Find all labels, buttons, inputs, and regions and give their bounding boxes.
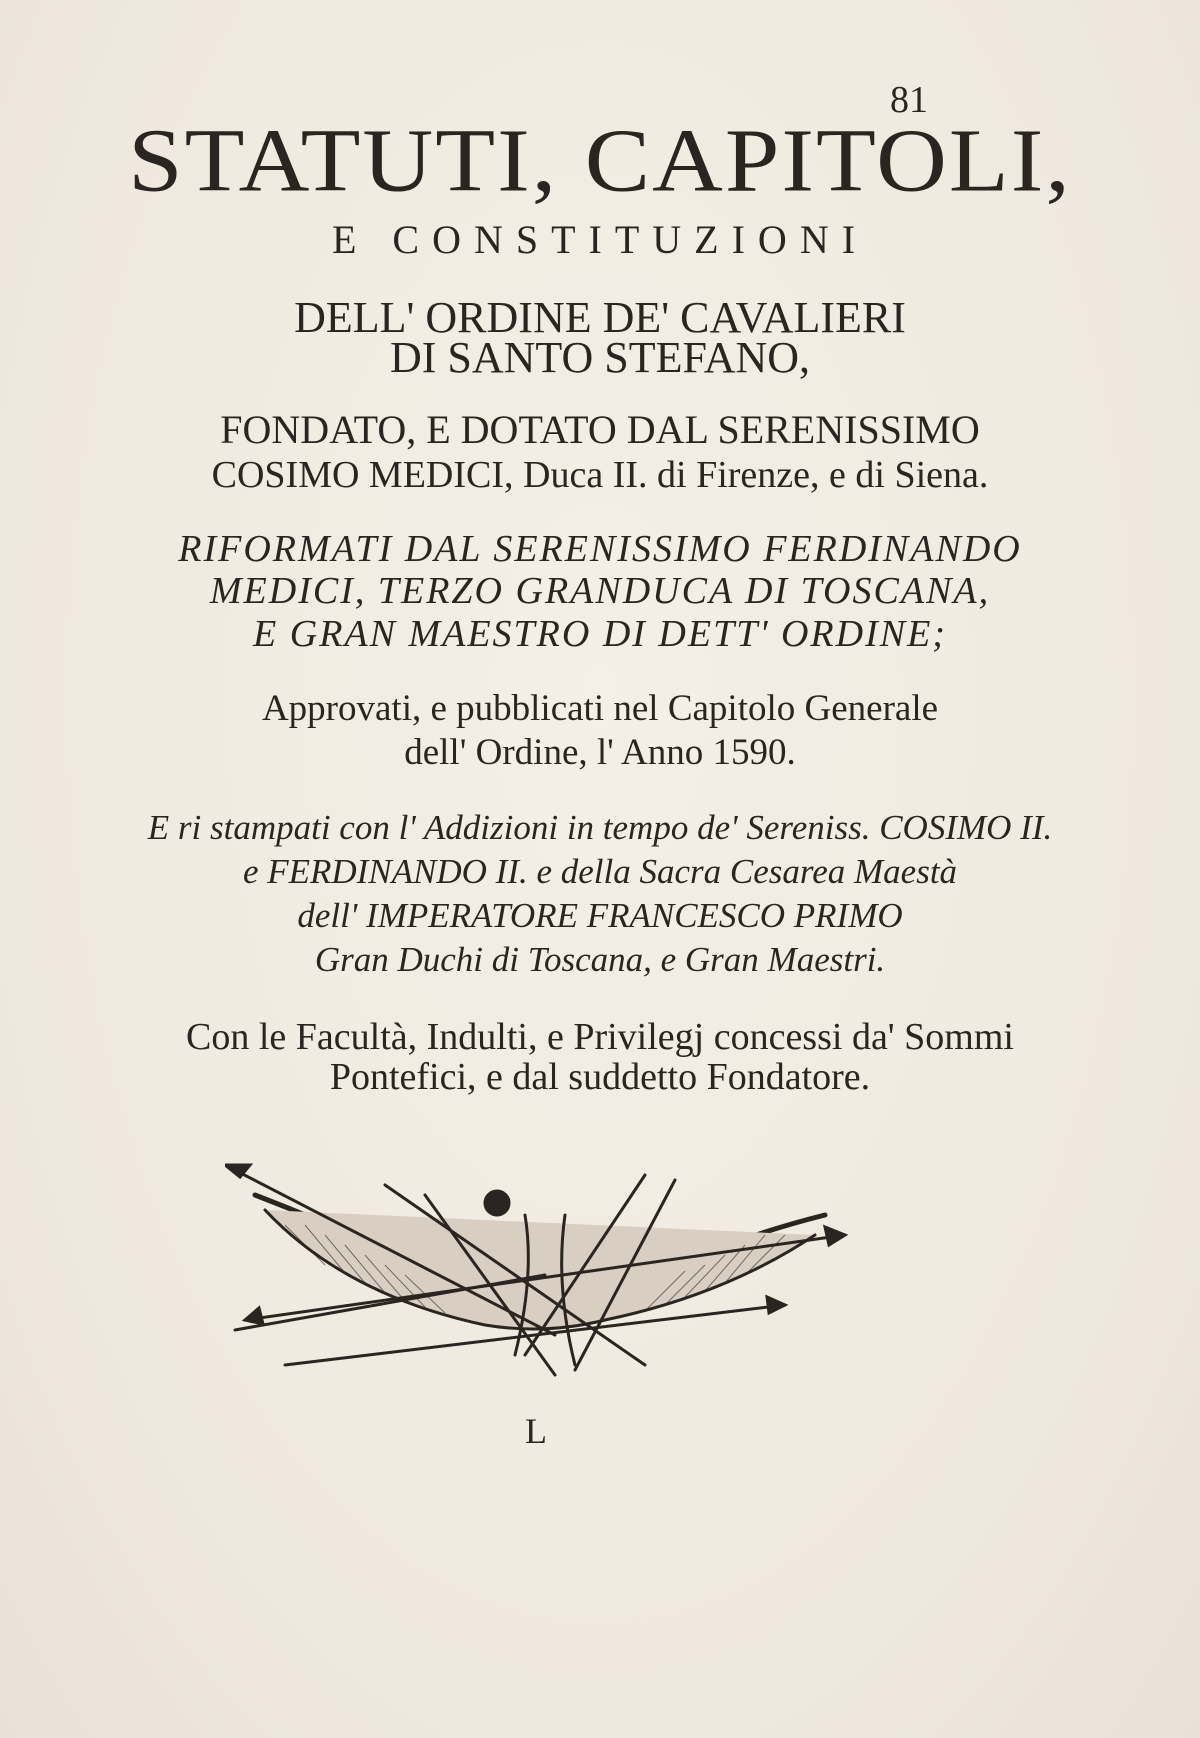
reprint-line-1: E ri stampati con l' Addizioni in tempo de' Sereniss. COSIMO II.: [147, 808, 1053, 847]
title-line-3: DELL' ORDINE DE' CAVALIERI: [294, 293, 906, 342]
reform-line-1: RIFORMATI DAL SERENISSIMO FERDINANDO: [178, 528, 1022, 570]
founder-line-1: FONDATO, E DOTATO DAL SERENISSIMO: [220, 407, 980, 452]
signature-mark: L: [525, 1411, 547, 1451]
reform-line-3: E GRAN MAESTRO DI DETT' ORDINE;: [253, 613, 947, 655]
title-line-2: E CONSTITUZIONI: [331, 217, 869, 262]
trophy-of-arms-icon: [225, 1155, 865, 1395]
approval-line-1: Approvati, e pubblicati nel Capitolo Generale: [261, 688, 939, 729]
title-line-4: DI SANTO STEFANO,: [389, 333, 811, 382]
title-line-1: STATUTI, CAPITOLI,: [128, 111, 1072, 211]
reprint-line-3: dell' IMPERATORE FRANCESCO PRIMO: [297, 896, 903, 935]
reprint-line-4: Gran Duchi di Toscana, e Gran Maestri.: [314, 940, 886, 979]
privileges-line-1: Con le Facultà, Indulti, e Privilegj concessi da' Sommi: [186, 1016, 1014, 1058]
privileges-line-2: Pontefici, e dal suddetto Fondatore.: [329, 1056, 871, 1098]
page-number: 81: [890, 79, 928, 121]
founder-line-2: COSIMO MEDICI, Duca II. di Firenze, e di Siena.: [211, 454, 989, 496]
approval-line-2: dell' Ordine, l' Anno 1590.: [404, 732, 796, 773]
reform-line-2: MEDICI, TERZO GRANDUCA DI TOSCANA,: [209, 570, 991, 612]
reprint-line-2: e FERDINANDO II. e della Sacra Cesarea Maestà: [242, 852, 958, 891]
